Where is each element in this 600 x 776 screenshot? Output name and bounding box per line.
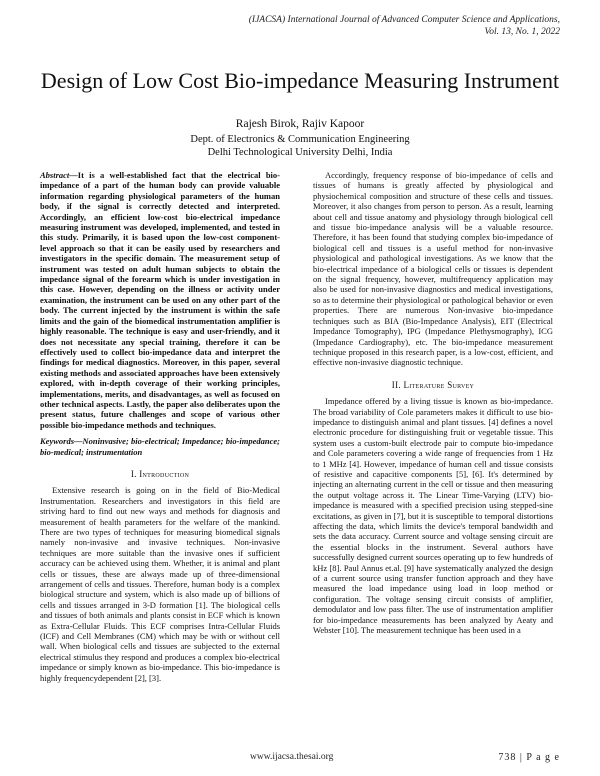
page-number: 738 | P a g e [498,752,560,763]
footer-url: www.ijacsa.thesai.org [250,752,334,762]
abstract-text: It is a well-established fact that the electrical bio-impedance of a part of the human body can provide valuable information regarding physiological parameters of the human body, if the signal is correctly detected and interpreted. Accordingly, an efficient low-cost bio-electrical impedance measuring instrument was developed, implemented, and tested in this study. Primarily, it is based upon the low-cost component-level approach so that it can be easily used by researchers and investigators in the specific domain. The measurement setup of instrument was tested on adult human subjects to obtain the impedance signal of the forearm which is under investigation in this case. However, depending on the illness or activity under examination, the instrument can be used on any other part of the body. The current injected by the instrument is within the safe limits and the gain of the biomedical instrumentation amplifier is highly reasonable. The technique is easy and user-friendly, and it does not necessitate any special training, therefore it can be effectively used to collect bio-impedance data and interpret the findings for medical diagnostics. Moreover, in this paper, several existing methods and associated approaches have been extensively explored, with in-depth coverage of their working principles, implementations, merits, and disadvantages, as well as focused on other technical aspects. Lastly, the paper also deliberates upon the present status, future challenges and scope of various other possible bio-impedance methods and techniques. [40,170,280,430]
paper-title: Design of Low Cost Bio-impedance Measuring Instrument [40,67,560,93]
journal-volume: Vol. 13, No. 1, 2022 [484,27,560,37]
author-block [40,118,560,160]
keywords: Keywords—Noninvasive; bio-electrical; Impedance; bio-impedance; bio-medical; instrumentation [40,436,280,457]
abstract [40,170,280,430]
left-column [40,170,280,683]
literature-survey-text: Impedance offered by a living tissue is known as bio-impedance. The broad variability of Cole parameters makes it difficult to use bio-impedance to distinguish animal and plant tissues. [4] defines a novel electronic procedure for distinguishing fruit or vegetable tissue. This system uses a custom-built electrode pair to compute bio-impedance and Cole parameters covering a wide range of frequencies from 1 Hz to 1 MHz [4]. However, impedance of human cell and tissue consists of resistive and capacitive components [5], [6]. It's determined by injecting an alternating current in the cell or tissue and then measuring the output voltage across it. The Linear Time-Varying (LTV) bio-impedance is measured with a specified precision using stepped-sine excitations, as given in [7], but it is susceptible to temporal distortions affecting the data, which limits the device's temporal bandwidth and sets the data accuracy. Current source and voltage sensing circuit are the essential blocks in the instrument. Several authors have successfully designed current sources operating up to few hundreds of kHz [8]. Paul Annus et.al. [9] have systematically analyzed the design of a current source using transfer function approach and they have measured the load impedance using load in loop method or configuration. The voltage sensing circuit consists of amplifier, demodulator and low pass filter. The use of instrumentation amplifier for bio-impedance measurements has been analyzed by Aeaty and Webster [10]. The measurement technique has been used in a [313,396,553,636]
author-department: Dept. of Electronics & Communication Engineering [190,133,410,145]
section-heading-literature-survey: II. Literature Survey [391,379,475,390]
introduction-text: Extensive research is going on in the field of Bio-Medical Instrumentation. Researchers and investigators in this field are striving hard to find out new ways and methods for diagnosis and measurement of health parameters for the welfare of the mankind. There are two types of techniques for measuring biomedical signals namely non-invasive and invasive techniques. Non-invasive techniques are more suitable than the invasive ones if sufficient accuracy can be achieved using them. Whether, it is animal and plant cells or tissues, these are always made up of three-dimensional arrangement of cells and tissues. Therefore, human body is a complex biological structure and system, which is also made up of billions of cells and tissues arranged in 3-D formation [1]. The biological cells and tissues of both animals and plants consist in ECF which is known as Extra-Cellular Fluids. This ECF comprises Intra-Cellular Fluids (ICF) and Cell Membranes (CM) which may be with or without cell wall. When biological cells and tissues are subjected to the external electrical stimulus they respond and produces a complex bio-electrical impedance or simply known as bio-impedance. This bio-impedance is highly frequencydependent [2], [3]. [40,485,280,683]
section-heading-introduction: I. Introduction [130,468,190,479]
journal-name: (IJACSA) International Journal of Advanced Computer Science and Applications, [248,15,560,25]
author-names: Rajesh Birok, Rajiv Kapoor [235,118,365,130]
introduction-continued-text: Accordingly, frequency response of bio-impedance of cells and tissues of humans is greatly affected by physiological and physiochemical composition and structure of these cells and tissues. Moreover, it also changes from person to person. As a result, learning about cell and tissue anatomy and physiology through biological cell and tissue bio-impedance analysis will be a valuable resource. Therefore, it has been found that studying complex bio-impedance of biological cell and tissues is a useful method for non-invasive physiological and pathological investigations. As we know that the bio-electrical impedance of a biological cells or tissues is dependent on the signal frequency, however, multifrequency application may also be used for non-invasive diagnostics and medical investigations, so as to determine their physiological or pathological behavior or even properties. There are numerous Non-invasive bio-impedance techniques such as BIA (Bio-Impedance Analysis), EIT (Electrical Impedance Tomography), IPG (Impedance Plethysmography), ICG (Impedance Cardiography), etc. The bio-impedance measurement technique proposed in this research paper, is a low-cost, efficient, and effective non-invasive diagnostic technique. [313,170,553,368]
right-column [313,170,553,635]
author-university: Delhi Technological University Delhi, India [207,147,393,158]
abstract-lead: Abstract— [40,170,78,180]
journal-header [180,14,560,38]
